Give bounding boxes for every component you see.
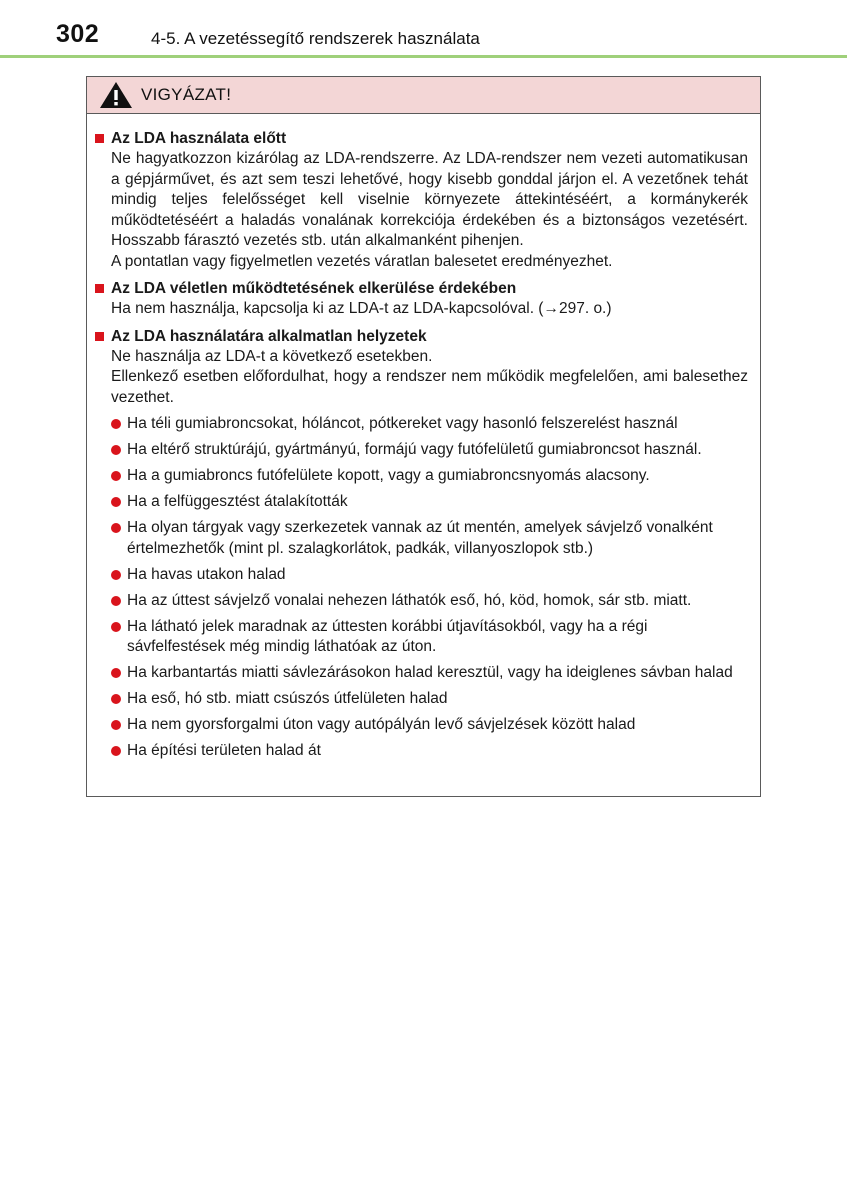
list-item xyxy=(111,741,748,762)
list-item xyxy=(111,466,748,487)
page-header xyxy=(0,0,847,58)
paragraph: Ne használja az LDA-t a következő esetekben. xyxy=(111,347,433,365)
warning-triangle-icon xyxy=(99,81,133,109)
red-bullet-icon xyxy=(111,694,121,704)
caution-header xyxy=(87,77,760,114)
list-item xyxy=(111,565,748,586)
list-item-text: Ha olyan tárgyak vagy szerkezetek vannak az út mentén, amelyek sávjelző vonalként értelmezhetők (mint pl. szalagkorlátok, padkák, villanyoszlopok stb.) xyxy=(127,519,713,557)
list-item-text: Ha havas utakon halad xyxy=(127,565,286,583)
list-item-text: Ha eső, hó stb. miatt csúszós útfelületen halad xyxy=(127,690,448,707)
caution-box xyxy=(86,76,761,797)
list-item xyxy=(111,663,748,684)
red-bullet-icon xyxy=(111,746,121,756)
bullet-list xyxy=(111,414,748,762)
header-rule xyxy=(0,55,847,58)
list-item xyxy=(111,440,748,461)
red-bullet-icon xyxy=(111,497,121,507)
red-bullet-icon xyxy=(111,523,121,533)
section-heading xyxy=(95,326,748,347)
section-heading-text: Az LDA véletlen működtetésének elkerülése érdekében xyxy=(111,280,517,297)
section-body xyxy=(111,299,748,320)
list-item xyxy=(111,518,748,559)
section-heading-text: Az LDA használatára alkalmatlan helyzetek xyxy=(111,327,427,345)
list-item-text: Ha látható jelek maradnak az úttesten korábbi útjavításokból, vagy ha a régi sávfelfestések még mindig láthatóak az úton. xyxy=(127,617,648,655)
section-heading-text: Az LDA használata előtt xyxy=(111,130,287,147)
list-item xyxy=(111,492,748,513)
red-bullet-icon xyxy=(111,622,121,632)
red-square-icon xyxy=(95,284,104,293)
paragraph: Ellenkező esetben előfordulhat, hogy a rendszer nem működik megfelelően, ami balesethez vezethet. xyxy=(111,368,748,406)
caution-label: VIGYÁZAT! xyxy=(141,85,232,104)
section-title: 4-5. A vezetéssegítő rendszerek használata xyxy=(151,29,480,48)
section-body xyxy=(111,149,748,272)
list-item xyxy=(111,617,748,658)
section-body xyxy=(111,347,748,409)
red-bullet-icon xyxy=(111,596,121,606)
paragraph: Ne hagyatkozzon kizárólag az LDA-rendszerre. Az LDA-rendszer nem vezeti automatikusan a gépjárművet, és azt sem teszi lehetővé, hogy kisebb gonddal járjon el. A vezetőnek tehát mindig teljes felelősséget kell viselnie környezete áttekintéséért, a kormánykerék működtetéséért a haladás vonalának korrekciója érdekében és a biztonságos vezetésért. Hosszabb fárasztó vezetés stb. után alkalmanként pihenjen. xyxy=(111,150,748,249)
red-square-icon xyxy=(95,332,104,341)
red-bullet-icon xyxy=(111,720,121,730)
list-item-text: Ha nem gyorsforgalmi úton vagy autópályán levő sávjelzések között halad xyxy=(127,716,636,733)
list-item-text: Ha a gumiabroncs futófelülete kopott, vagy a gumiabroncsnyomás alacsony. xyxy=(127,467,650,484)
red-bullet-icon xyxy=(111,445,121,455)
section-heading xyxy=(95,128,748,149)
section-heading xyxy=(95,278,748,299)
list-item xyxy=(111,715,748,736)
paragraph: Ha nem használja, kapcsolja ki az LDA-t az LDA-kapcsolóval. (→297. o.) xyxy=(111,300,612,317)
list-item xyxy=(111,591,748,612)
list-item-text: Ha téli gumiabroncsokat, hóláncot, pótkereket vagy hasonló felszerelést használ xyxy=(127,415,678,432)
caution-content xyxy=(87,114,760,767)
list-item-text: Ha az úttest sávjelző vonalai nehezen láthatók eső, hó, köd, homok, sár stb. miatt. xyxy=(127,591,692,609)
list-item-text: Ha építési területen halad át xyxy=(127,742,321,759)
list-item xyxy=(111,414,748,435)
red-bullet-icon xyxy=(111,419,121,429)
red-bullet-icon xyxy=(111,668,121,678)
red-square-icon xyxy=(95,134,104,143)
list-item-text: Ha a felfüggesztést átalakították xyxy=(127,493,348,510)
red-bullet-icon xyxy=(111,471,121,481)
paragraph: A pontatlan vagy figyelmetlen vezetés váratlan balesetet eredményezhet. xyxy=(111,252,613,270)
list-item-text: Ha eltérő struktúrájú, gyártmányú, formájú vagy futófelületű gumiabroncsot használ. xyxy=(127,441,702,458)
list-item xyxy=(111,689,748,710)
red-bullet-icon xyxy=(111,570,121,580)
list-item-text: Ha karbantartás miatti sávlezárásokon halad keresztül, vagy ha ideiglenes sávban halad xyxy=(127,664,733,681)
page-number: 302 xyxy=(56,20,100,48)
